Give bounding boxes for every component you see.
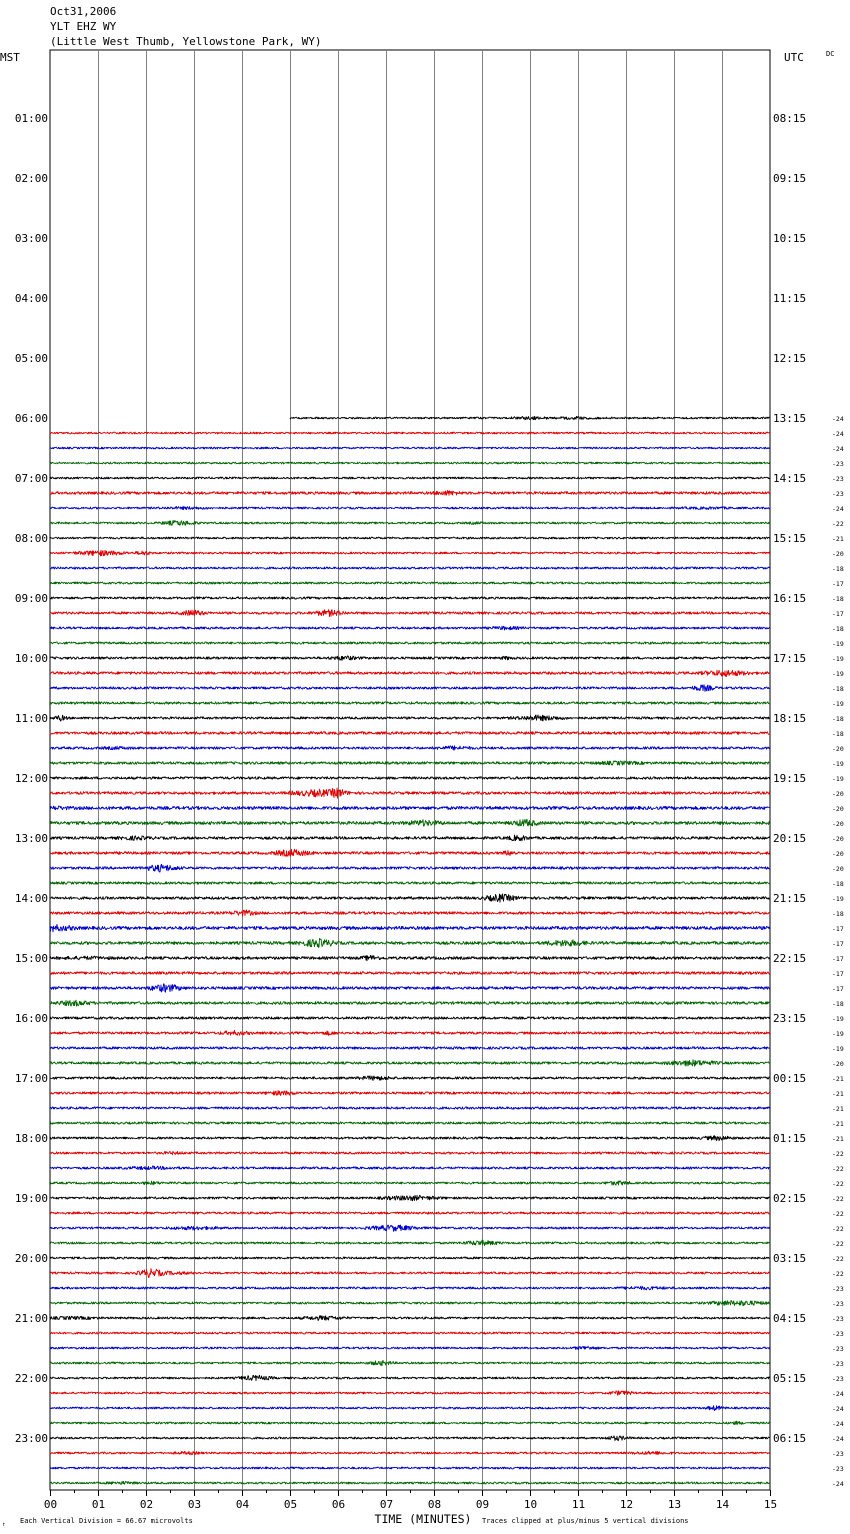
seismic-trace xyxy=(50,1212,770,1214)
x-tick-label: 12 xyxy=(619,1498,634,1511)
dc-offset-label: -22 xyxy=(832,1180,844,1188)
dc-offset-label: -20 xyxy=(832,1060,844,1068)
left-hour-label: 01:00 xyxy=(14,112,48,125)
dc-offset-label: -17 xyxy=(832,940,844,948)
right-hour-label: 22:15 xyxy=(773,952,807,965)
right-timezone-label: UTC xyxy=(784,51,804,64)
seismic-trace xyxy=(50,715,770,721)
seismic-trace xyxy=(50,702,770,704)
x-tick-label: 10 xyxy=(523,1498,538,1511)
dc-offset-label: -23 xyxy=(832,490,844,498)
dc-offset-label: -19 xyxy=(832,1030,844,1038)
left-hour-label: 09:00 xyxy=(14,592,48,605)
dc-offset-label: -24 xyxy=(832,1435,844,1443)
dc-offset-label: -18 xyxy=(832,625,844,633)
seismic-trace xyxy=(50,610,770,617)
dc-offset-label: -19 xyxy=(832,1015,844,1023)
right-hour-label: 18:15 xyxy=(773,712,807,725)
seismic-trace xyxy=(50,894,770,902)
dc-offset-label: -22 xyxy=(832,1210,844,1218)
seismic-trace xyxy=(50,955,770,960)
dc-offset-label: -23 xyxy=(832,1300,844,1308)
left-hour-label: 02:00 xyxy=(14,172,48,185)
seismic-trace xyxy=(50,849,770,856)
seismic-trace xyxy=(50,491,770,496)
dc-offset-label: -22 xyxy=(832,1270,844,1278)
dc-offset-label: -20 xyxy=(832,850,844,858)
dc-offset-label: -24 xyxy=(832,1405,844,1413)
dc-offset-label: -18 xyxy=(832,880,844,888)
left-hour-label: 18:00 xyxy=(14,1132,48,1145)
dc-offset-label: -23 xyxy=(832,1315,844,1323)
seismic-trace xyxy=(50,1240,770,1246)
seismic-trace xyxy=(50,1406,770,1411)
right-hour-label: 21:15 xyxy=(773,892,807,905)
seismic-trace xyxy=(50,1151,770,1154)
dc-offset-label: -20 xyxy=(832,550,844,558)
left-hour-label: 20:00 xyxy=(14,1252,48,1265)
right-hour-label: 00:15 xyxy=(773,1072,807,1085)
seismic-trace xyxy=(50,882,770,884)
dc-offset-label: -17 xyxy=(832,955,844,963)
dc-offset-label: -17 xyxy=(832,970,844,978)
dc-offset-label: -18 xyxy=(832,685,844,693)
seismic-trace xyxy=(50,507,770,510)
seismic-trace xyxy=(50,1091,770,1096)
seismic-trace xyxy=(50,1107,770,1109)
right-hour-label: 19:15 xyxy=(773,772,807,785)
seismic-trace xyxy=(50,777,770,779)
dc-offset-label: -22 xyxy=(832,1195,844,1203)
dc-offset-label: -21 xyxy=(832,1075,844,1083)
dc-offset-label: -24 xyxy=(832,430,844,438)
seismic-trace xyxy=(50,1375,770,1380)
dc-offset-label: -24 xyxy=(832,1420,844,1428)
seismic-trace xyxy=(50,972,770,975)
seismic-trace xyxy=(50,1181,770,1185)
seismic-trace xyxy=(50,806,770,810)
dc-offset-label: -21 xyxy=(832,1105,844,1113)
x-tick-label: 08 xyxy=(427,1498,442,1511)
seismic-trace xyxy=(50,924,770,931)
seismic-trace xyxy=(50,447,770,449)
dc-offset-label: -21 xyxy=(832,1090,844,1098)
right-hour-label: 02:15 xyxy=(773,1192,807,1205)
dc-offset-label: -22 xyxy=(832,1150,844,1158)
dc-offset-label: -23 xyxy=(832,460,844,468)
left-hour-label: 19:00 xyxy=(14,1192,48,1205)
dc-offset-label: -19 xyxy=(832,760,844,768)
dc-offset-label: -23 xyxy=(832,1450,844,1458)
right-hour-label: 16:15 xyxy=(773,592,807,605)
seismic-trace xyxy=(50,656,770,661)
right-hour-label: 09:15 xyxy=(773,172,807,185)
seismic-trace xyxy=(50,1060,770,1067)
dc-offset-label: -18 xyxy=(832,595,844,603)
dc-offset-label: -24 xyxy=(832,415,844,423)
dc-offset-label: -18 xyxy=(832,565,844,573)
left-hour-label: 04:00 xyxy=(14,292,48,305)
right-hour-label: 08:15 xyxy=(773,112,807,125)
seismic-trace xyxy=(50,984,770,992)
seismic-trace xyxy=(50,761,770,765)
seismic-trace xyxy=(50,1136,770,1141)
dc-offset-label: -18 xyxy=(832,1000,844,1008)
seismic-trace xyxy=(50,1047,770,1049)
dc-offset-label: -20 xyxy=(832,820,844,828)
right-hour-label: 15:15 xyxy=(773,532,807,545)
dc-offset-label: -23 xyxy=(832,1330,844,1338)
left-timezone-label: MST xyxy=(0,51,20,64)
dc-offset-label: -24 xyxy=(832,505,844,513)
footer-scale-note: Each Vertical Division = 66.67 microvolts xyxy=(20,1517,193,1525)
dc-offset-label: -20 xyxy=(832,790,844,798)
dc-offset-label: -17 xyxy=(832,610,844,618)
x-tick-label: 13 xyxy=(667,1498,682,1511)
seismic-trace xyxy=(50,1451,770,1455)
x-tick-label: 15 xyxy=(763,1498,778,1511)
seismic-trace xyxy=(50,1030,770,1035)
right-hour-label: 03:15 xyxy=(773,1252,807,1265)
dc-offset-label: -24 xyxy=(832,1390,844,1398)
right-hour-label: 20:15 xyxy=(773,832,807,845)
dc-offset-label: -17 xyxy=(832,580,844,588)
seismic-trace xyxy=(50,477,770,479)
seismic-trace xyxy=(50,1467,770,1469)
seismic-trace xyxy=(50,462,770,464)
seismic-trace xyxy=(50,910,770,916)
x-tick-label: 01 xyxy=(91,1498,106,1511)
dc-offset-label: -19 xyxy=(832,700,844,708)
station-code: YLT EHZ WY xyxy=(50,20,117,33)
right-hour-label: 10:15 xyxy=(773,232,807,245)
seismic-trace xyxy=(50,550,770,556)
dc-offset-label: -23 xyxy=(832,1375,844,1383)
dc-offset-label: -19 xyxy=(832,775,844,783)
dc-offset-label: -22 xyxy=(832,520,844,528)
dc-offset-label: -23 xyxy=(832,1285,844,1293)
dc-offset-label: -17 xyxy=(832,925,844,933)
seismic-trace xyxy=(50,1360,770,1365)
seismic-trace xyxy=(50,1346,770,1349)
left-hour-label: 12:00 xyxy=(14,772,48,785)
dc-offset-label: -24 xyxy=(832,1480,844,1488)
seismic-trace xyxy=(50,819,770,826)
x-tick-label: 00 xyxy=(43,1498,58,1511)
seismic-trace xyxy=(50,1122,770,1124)
dc-offset-label: -18 xyxy=(832,910,844,918)
plot-frame xyxy=(50,50,770,1490)
trace-layer xyxy=(50,416,770,1484)
seismic-trace xyxy=(50,567,770,569)
record-date: Oct31,2006 xyxy=(50,5,117,18)
x-tick-label: 06 xyxy=(331,1498,346,1511)
left-hour-label: 14:00 xyxy=(14,892,48,905)
right-hour-label: 17:15 xyxy=(773,652,807,665)
seismic-trace xyxy=(50,1391,770,1395)
dc-offset-label: -22 xyxy=(832,1255,844,1263)
dc-offset-label: -19 xyxy=(832,670,844,678)
dc-offset-label: -18 xyxy=(832,715,844,723)
right-hour-label: 13:15 xyxy=(773,412,807,425)
left-hour-label: 22:00 xyxy=(14,1372,48,1385)
seismic-trace xyxy=(50,432,770,434)
dc-offset-label: -20 xyxy=(832,835,844,843)
right-hour-label: 14:15 xyxy=(773,472,807,485)
footer-clip-note: Traces clipped at plus/minus 5 vertical divisions xyxy=(482,1517,689,1525)
left-hour-label: 16:00 xyxy=(14,1012,48,1025)
seismic-trace xyxy=(50,1316,770,1321)
seismic-trace xyxy=(50,1421,770,1425)
seismic-trace xyxy=(50,746,770,750)
dc-offset-label: -23 xyxy=(832,475,844,483)
left-hour-label: 08:00 xyxy=(14,532,48,545)
seismic-trace xyxy=(50,835,770,841)
dc-offset-label: -20 xyxy=(832,865,844,873)
dc-offset-label: -19 xyxy=(832,640,844,648)
seismic-trace xyxy=(50,626,770,630)
station-location: (Little West Thumb, Yellowstone Park, WY) xyxy=(50,35,322,48)
dc-offset-label: -22 xyxy=(832,1165,844,1173)
label-layer xyxy=(0,50,844,1528)
seismic-trace xyxy=(50,1257,770,1259)
dc-offset-label: -17 xyxy=(832,985,844,993)
footer-glyph: ↑ xyxy=(2,1521,6,1528)
left-hour-label: 11:00 xyxy=(14,712,48,725)
right-hour-label: 06:15 xyxy=(773,1432,807,1445)
left-hour-label: 05:00 xyxy=(14,352,48,365)
dc-offset-label: -23 xyxy=(832,1345,844,1353)
dc-offset-label: -19 xyxy=(832,895,844,903)
right-hour-label: 04:15 xyxy=(773,1312,807,1325)
dc-offset-label: -20 xyxy=(832,805,844,813)
seismic-trace xyxy=(50,788,770,798)
left-hour-label: 06:00 xyxy=(14,412,48,425)
dc-offset-label: -22 xyxy=(832,1225,844,1233)
x-tick-label: 03 xyxy=(187,1498,202,1511)
seismic-trace xyxy=(50,521,770,526)
seismic-trace xyxy=(50,1195,770,1200)
dc-offset-label: -23 xyxy=(832,1465,844,1473)
x-tick-label: 07 xyxy=(379,1498,394,1511)
seismic-trace xyxy=(50,1000,770,1006)
seismic-trace xyxy=(50,597,770,599)
x-axis-title: TIME (MINUTES) xyxy=(374,1512,472,1526)
seismic-trace xyxy=(50,1269,770,1278)
seismic-trace xyxy=(50,685,770,692)
left-hour-label: 10:00 xyxy=(14,652,48,665)
right-hour-label: 23:15 xyxy=(773,1012,807,1025)
seismic-trace xyxy=(50,1166,770,1170)
seismic-trace xyxy=(50,1017,770,1019)
seismic-trace xyxy=(50,1332,770,1334)
left-hour-label: 17:00 xyxy=(14,1072,48,1085)
left-hour-label: 23:00 xyxy=(14,1432,48,1445)
chart-grid xyxy=(50,50,771,1496)
seismic-trace xyxy=(50,1286,770,1290)
seismic-trace xyxy=(50,1436,770,1441)
right-hour-label: 05:15 xyxy=(773,1372,807,1385)
dc-offset-label: -18 xyxy=(832,730,844,738)
seismic-trace xyxy=(50,582,770,584)
seismic-trace xyxy=(50,1301,770,1306)
seismic-trace xyxy=(50,1225,770,1231)
dc-offset-label: -24 xyxy=(832,445,844,453)
left-hour-label: 13:00 xyxy=(14,832,48,845)
x-tick-label: 14 xyxy=(715,1498,730,1511)
left-hour-label: 15:00 xyxy=(14,952,48,965)
left-hour-label: 21:00 xyxy=(14,1312,48,1325)
seismic-trace xyxy=(50,670,770,676)
left-hour-label: 03:00 xyxy=(14,232,48,245)
x-tick-label: 02 xyxy=(139,1498,154,1511)
seismic-trace xyxy=(50,642,770,644)
dc-header-label: DC xyxy=(826,50,835,58)
dc-offset-label: -20 xyxy=(832,745,844,753)
right-hour-label: 11:15 xyxy=(773,292,807,305)
seismic-trace xyxy=(50,732,770,735)
dc-offset-label: -19 xyxy=(832,655,844,663)
seismic-trace xyxy=(50,537,770,539)
dc-offset-label: -23 xyxy=(832,1360,844,1368)
dc-offset-label: -21 xyxy=(832,1135,844,1143)
seismic-trace xyxy=(50,1481,770,1484)
x-tick-label: 11 xyxy=(571,1498,586,1511)
x-tick-label: 05 xyxy=(283,1498,298,1511)
seismic-trace xyxy=(50,864,770,872)
x-tick-label: 09 xyxy=(475,1498,490,1511)
left-hour-label: 07:00 xyxy=(14,472,48,485)
dc-offset-label: -21 xyxy=(832,535,844,543)
dc-offset-label: -21 xyxy=(832,1120,844,1128)
dc-offset-label: -22 xyxy=(832,1240,844,1248)
right-hour-label: 01:15 xyxy=(773,1132,807,1145)
right-hour-label: 12:15 xyxy=(773,352,807,365)
seismic-trace xyxy=(50,939,770,948)
seismic-trace xyxy=(50,1076,770,1081)
x-tick-label: 04 xyxy=(235,1498,250,1511)
dc-offset-label: -19 xyxy=(832,1045,844,1053)
